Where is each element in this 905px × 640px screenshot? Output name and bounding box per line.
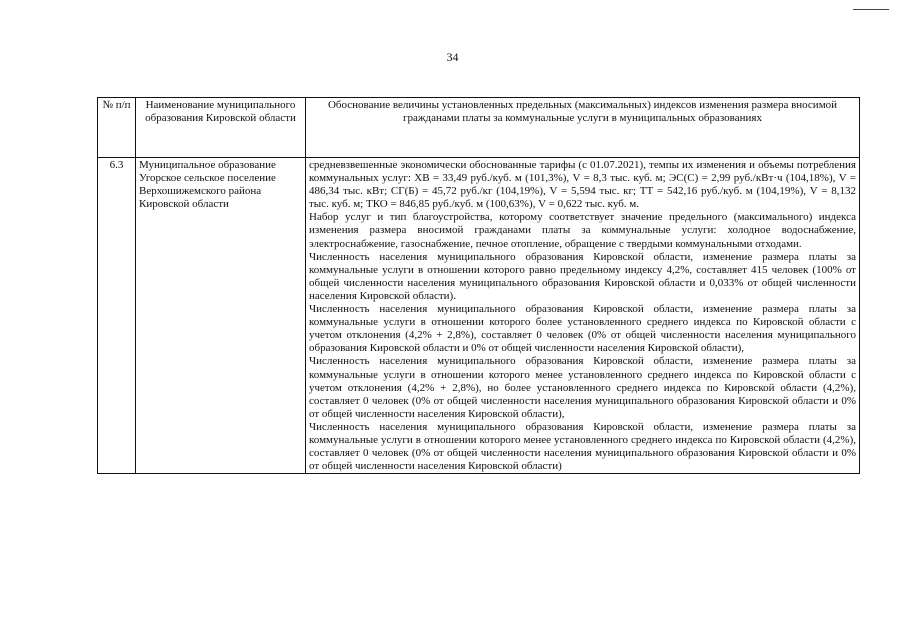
header-num: № п/п bbox=[98, 98, 136, 158]
header-justification: Обоснование величины установленных предельных (максимальных) индексов изменения размера вносимой гражданами платы за коммунальные услуги в муниципальных образованиях bbox=[306, 98, 860, 158]
table-header-row bbox=[98, 98, 860, 158]
row-municipality-name: Муниципальное образование Угорское сельское поселение Верхошижемского района Кировской области bbox=[136, 158, 306, 474]
justification-paragraph-population-between: Численность населения муниципального образования Кировской области, изменение размера платы за коммунальные услуги в отношении которого менее установленного среднего индекса по Кировской области с учетом отклонения (4,2% + 2,8%), но более установленного среднего индекса по Кировской области (4,2%), составляет 0 человек (0% от общей численности населения муниципального образования Кировской области и 0% от общей численности населения Кировской области), bbox=[309, 355, 856, 420]
page-number: 34 bbox=[446, 50, 459, 64]
justification-paragraph-tariffs: средневзвешенные экономически обоснованные тарифы (с 01.07.2021), темпы их изменения и объемы потребления коммунальных услуг: ХВ = 33,49 руб./куб. м (101,3%), V = 8,3 тыс. куб. м; ЭС(С) = 2,99 руб./кВт·ч (104,18%), V = 486,34 тыс. кВт; СГ(Б) = 45,72 руб./кг (104,19%), V = 5,594 тыс. кг; ТТ = 542,16 руб./куб. м (104,19%), V = 8,132 тыс. куб. м; ТКО = 846,85 руб./куб. м (100,63%), V = 0,622 тыс. куб. м. bbox=[309, 159, 856, 211]
justification-paragraph-services: Набор услуг и тип благоустройства, которому соответствует значение предельного (максимального) индекса изменения размера вносимой гражданами платы за коммунальные услуги: холодное водоснабжение, электроснабжение, газоснабжение, печное отопление, обращение с твердыми коммунальными отходами. bbox=[309, 211, 856, 250]
row-num: 6.3 bbox=[98, 158, 136, 474]
justification-paragraph-population-below: Численность населения муниципального образования Кировской области, изменение размера платы за коммунальные услуги в отношении которого менее установленного среднего индекса по Кировской области (4,2%), составляет 0 человек (0% от общей численности населения муниципального образования Кировской области и 0% от общей численности населения Кировской области) bbox=[309, 420, 856, 473]
corner-mark bbox=[853, 9, 889, 10]
table-row bbox=[98, 158, 860, 474]
header-municipality-name: Наименование муниципального образования Кировской области bbox=[136, 98, 306, 158]
justification-paragraph-population-equal: Численность населения муниципального образования Кировской области, изменение размера платы за коммунальные услуги в отношении которого равно предельному индексу 4,2%, составляет 415 человек (100% от общей численности населения муниципального образования Кировской области и 0,033% от общей численности населения Кировской области). bbox=[309, 250, 856, 302]
justification-paragraph-population-above: Численность населения муниципального образования Кировской области, изменение размера платы за коммунальные услуги в отношении которого более установленного среднего индекса по Кировской области с учетом отклонения (4,2% + 2,8%), составляет 0 человек (0% от общей численности населения муниципального образования Кировской области и 0% от общей численности населения Кировской области), bbox=[309, 303, 856, 355]
tariff-table bbox=[97, 97, 860, 474]
row-justification bbox=[306, 158, 860, 474]
